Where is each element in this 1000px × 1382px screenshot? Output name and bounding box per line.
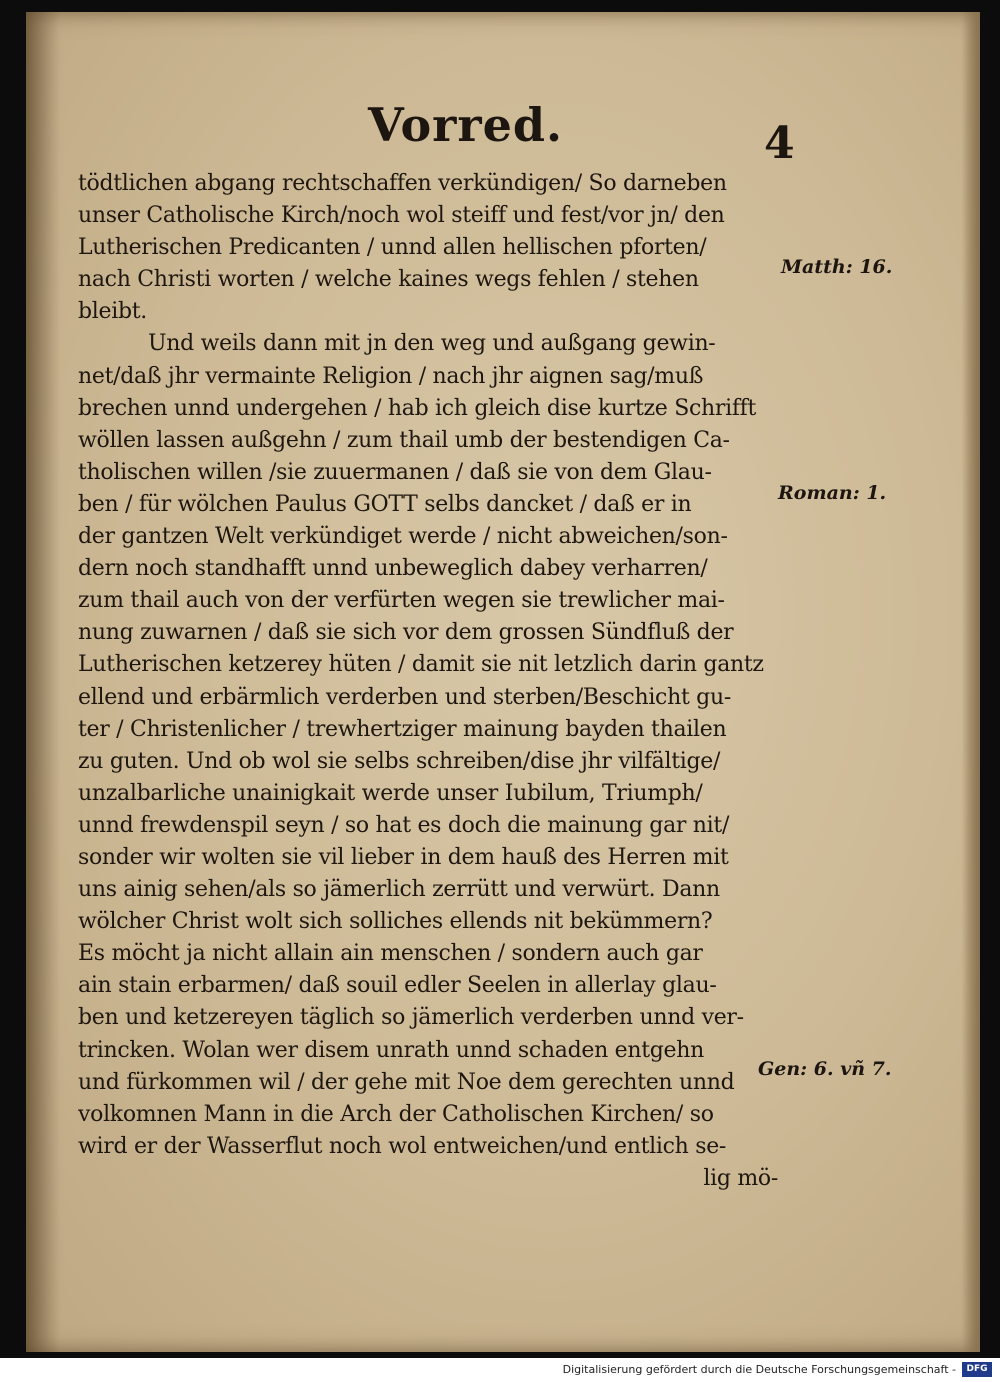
text-line: brechen unnd undergehen / hab ich gleich dise kurtze Schrifft	[78, 395, 757, 421]
margin-note: Gen: 6. vñ 7.	[758, 1058, 892, 1080]
margin-note: Roman: 1.	[778, 482, 887, 504]
text-line: nach Christi worten / welche kaines wegs fehlen / stehen	[78, 267, 699, 293]
page-number: 4	[764, 118, 795, 169]
catchword-line: lig mö-	[703, 1165, 778, 1191]
text-line: Und weils dann mit jn den weg und außgang gewin-	[148, 331, 716, 357]
text-line: tödtlichen abgang rechtschaffen verkündigen/ So darneben	[78, 171, 727, 196]
margin-note: Matth: 16.	[781, 256, 893, 278]
text-line: sonder wir wolten sie vil lieber in dem hauß des Herren mit	[78, 844, 729, 870]
text-line: wird er der Wasserflut noch wol entweichen/und entlich se-	[78, 1133, 727, 1159]
dfg-logo: DFG	[962, 1362, 992, 1377]
text-line: trincken. Wolan wer disem unrath unnd schaden entgehn	[78, 1037, 705, 1063]
text-line: der gantzen Welt verkündiget werde / nicht abweichen/son-	[78, 524, 728, 550]
text-line: zum thail auch von der verfürten wegen sie trewlicher mai-	[78, 588, 725, 614]
text-line: Lutherischen Predicanten / unnd allen hellischen pforten/	[78, 235, 707, 261]
page-edge	[962, 12, 980, 1352]
footer-bar	[0, 1358, 1000, 1382]
text-line: dern noch standhafft unnd unbeweglich dabey verharren/	[78, 556, 708, 582]
text-line: net/daß jhr vermainte Religion / nach jhr aignen sag/muß	[78, 363, 704, 389]
text-line: unser Catholische Kirch/noch wol steiff und fest/vor jn/ den	[78, 203, 725, 229]
text-line: und fürkommen wil / der gehe mit Noe dem gerechten unnd	[78, 1069, 735, 1095]
text-line: Es möcht ja nicht allain ain menschen / sondern auch gar	[78, 941, 703, 967]
text-line: wöllen lassen außgehn / zum thail umb der bestendigen Ca-	[78, 427, 730, 453]
text-line: Lutherischen ketzerey hüten / damit sie nit letzlich darin gantz	[78, 652, 764, 678]
running-head: Vorred.	[368, 98, 564, 152]
text-line: unnd frewdenspil seyn / so hat es doch die mainung gar nit/	[78, 812, 730, 838]
body-text	[78, 168, 778, 1195]
text-line: tholischen willen /sie zuuermanen / daß sie von dem Glau-	[78, 459, 712, 485]
funding-credit: Digitalisierung gefördert durch die Deutsche Forschungsgemeinschaft -	[562, 1363, 956, 1376]
text-line: ben und ketzereyen täglich so jämerlich verderben unnd ver-	[78, 1005, 744, 1031]
text-line: zu guten. Und ob wol sie selbs schreiben/dise jhr vilfältige/	[78, 748, 721, 774]
text-line: wölcher Christ wolt sich solliches ellends nit bekümmern?	[78, 909, 713, 935]
text-line: bleibt.	[78, 299, 147, 325]
text-line: ellend und erbärmlich verderben und sterben/Beschicht gu-	[78, 684, 731, 710]
text-line: ain stain erbarmen/ daß souil edler Seelen in allerlay glau-	[78, 973, 717, 999]
text-line: ter / Christenlicher / trewhertziger mainung bayden thailen	[78, 716, 727, 742]
text-line: volkomnen Mann in die Arch der Catholischen Kirchen/ so	[78, 1101, 714, 1127]
text-line: nung zuwarnen / daß sie sich vor dem grossen Sündfluß der	[78, 620, 734, 646]
text-line: ben / für wölchen Paulus GOTT selbs dancket / daß er in	[78, 491, 692, 517]
book-page	[26, 12, 980, 1352]
text-line: unzalbarliche unainigkait werde unser Iubilum, Triumph/	[78, 780, 703, 806]
text-line: uns ainig sehen/als so jämerlich zerrütt und verwürt. Dann	[78, 877, 720, 903]
